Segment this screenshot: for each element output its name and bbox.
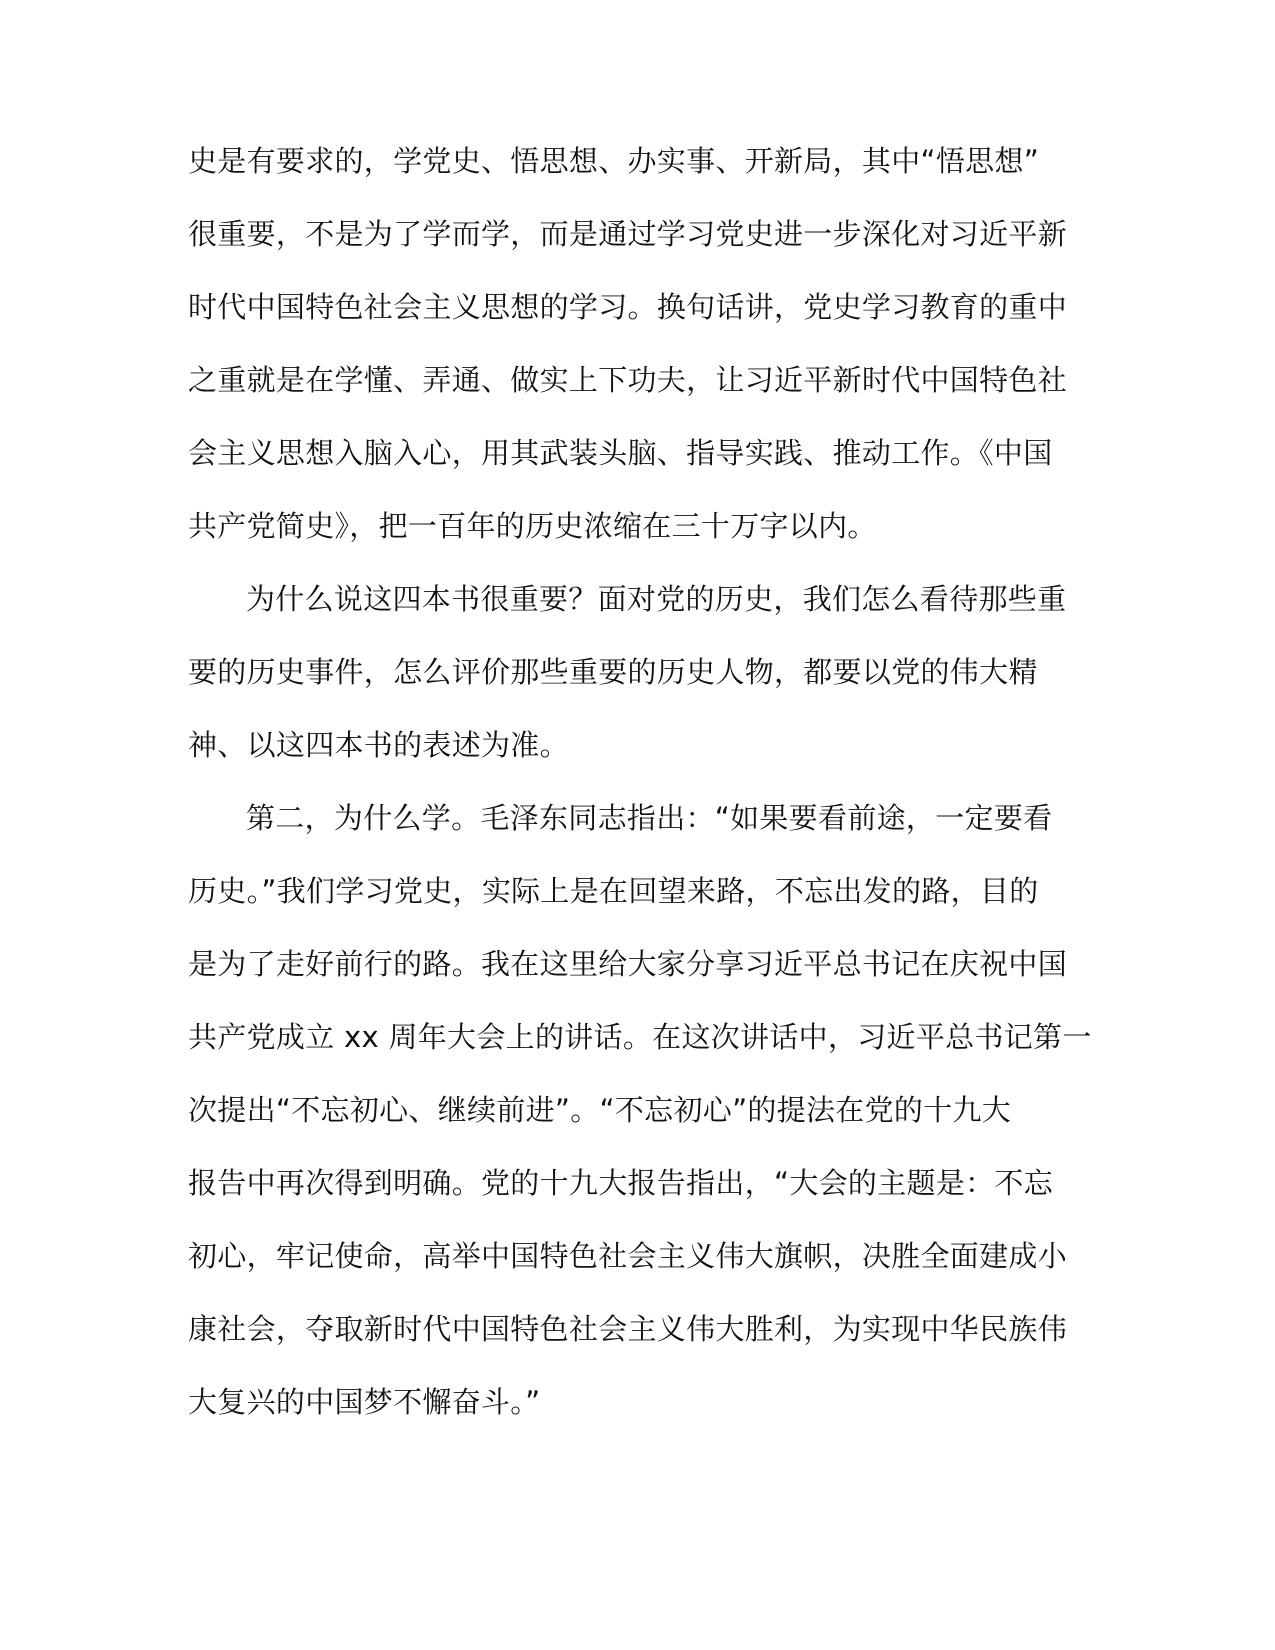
- text-line: 史是有要求的，学党史、悟思想、办实事、开新局，其中“悟思想”: [188, 144, 1040, 178]
- text-line: 是为了走好前行的路。我在这里给大家分享习近平总书记在庆祝中国: [188, 947, 1068, 981]
- text-line: 要的历史事件，怎么评价那些重要的历史人物，都要以党的伟大精: [188, 655, 1038, 689]
- text-line: 康社会，夺取新时代中国特色社会主义伟大胜利，为实现中华民族伟: [188, 1312, 1068, 1346]
- text-line: 初心，牢记使命，高举中国特色社会主义伟大旗帜，决胜全面建成小: [188, 1239, 1068, 1273]
- text-line: 很重要，不是为了学而学，而是通过学习党史进一步深化对习近平新: [188, 217, 1068, 251]
- text-line: 时代中国特色社会主义思想的学习。换句话讲，党史学习教育的重中: [188, 290, 1068, 324]
- text-line: 历史。”我们学习党史，实际上是在回望来路，不忘出发的路，目的: [188, 874, 1039, 908]
- text-line: 共产党简史》，把一百年的历史浓缩在三十万字以内。: [188, 509, 877, 543]
- text-line: 次提出“不忘初心、继续前进”。“不忘初心”的提法在党的十九大: [188, 1093, 1012, 1127]
- text-line: 大复兴的中国梦不懈奋斗。”: [188, 1385, 541, 1419]
- text-line: 报告中再次得到明确。党的十九大报告指出，“大会的主题是：不忘: [188, 1166, 1054, 1200]
- text-line: 神、以这四本书的表述为准。: [188, 728, 569, 762]
- paragraph-start-line: 为什么说这四本书很重要？面对党的历史，我们怎么看待那些重: [246, 582, 1067, 616]
- text-line: 共产党成立 xx 周年大会上的讲话。在这次讲话中，习近平总书记第一: [188, 1020, 1092, 1054]
- paragraph-start-line: 第二，为什么学。毛泽东同志指出：“如果要看前途，一定要看: [246, 801, 1053, 835]
- text-line: 之重就是在学懂、弄通、做实上下功夫，让习近平新时代中国特色社: [188, 363, 1068, 397]
- text-line: 会主义思想入脑入心，用其武装头脑、指导实践、推动工作。《中国: [188, 436, 1053, 470]
